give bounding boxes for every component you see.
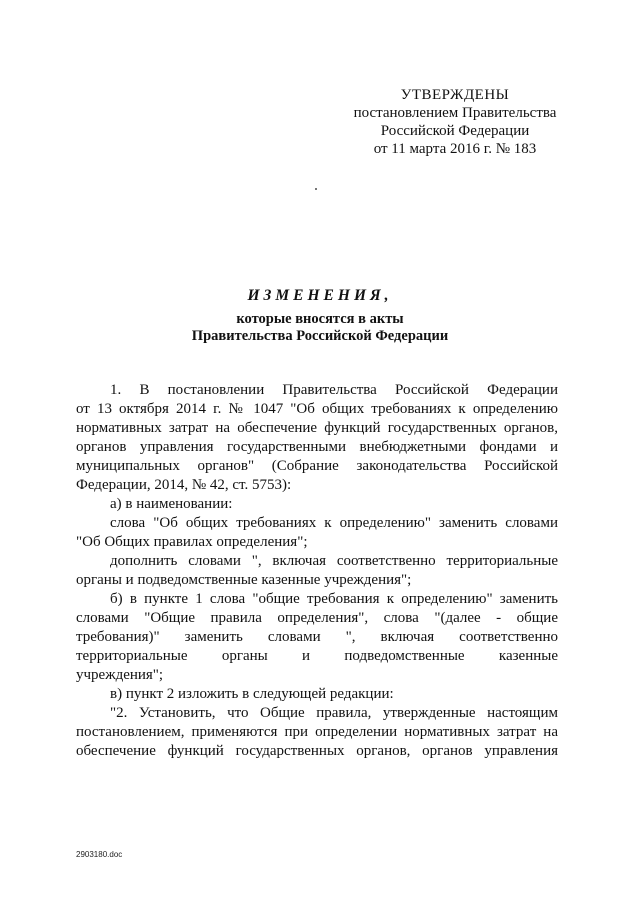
document-title: ИЗМЕНЕНИЯ, [247,287,393,304]
document-subtitle-2: Правительства Российской Федерации [191,328,449,344]
text-line: "Об Общих правилах определения"; [76,534,308,550]
text-line: от 13 октября 2014 г. № 1047 "Об общих требованиях к определению [76,401,558,417]
text-line: дополнить словами ", включая соответственно территориальные [110,553,558,569]
text-line: органы и подведомственные казенные учреждения"; [76,572,412,588]
approval-title: УТВЕРЖДЕНЫ [400,87,510,103]
text-line: органов управления государственными внебюджетными фондами и [76,439,558,455]
text-line: территориальные органы и подведомственные казенные [76,648,558,664]
text-line: нормативных затрат на обеспечение функций государственных органов, [76,420,558,436]
file-name-footer: 2903180.doc [76,850,123,859]
text-line: "2. Установить, что Общие правила, утвержденные настоящим [110,705,558,721]
clause-c: в) пункт 2 изложить в следующей редакции: [110,686,394,702]
text-line: постановлением, применяются при определении нормативных затрат на [76,724,558,740]
approval-line-1: постановлением Правительства [353,105,557,121]
text-line: б) в пункте 1 слова "общие требования к определению" заменить [110,591,558,607]
scan-speck [315,188,317,190]
text-line: муниципальных органов" (Собрание законодательства Российской [76,458,558,474]
clause-c-1 [76,704,558,761]
approval-line-3: от 11 марта 2016 г. № 183 [373,141,537,157]
text-line: словами "Общие правила определения", слова "(далее - общие [76,610,558,626]
clause-a-2 [76,552,558,590]
approval-line-2: Российской Федерации [380,123,530,139]
text-line: требования)" заменить словами ", включая соответственно [76,629,558,645]
text-line: Федерации, 2014, № 42, ст. 5753): [76,477,292,493]
clause-a-1 [76,514,558,552]
clause-a: а) в наименовании: [110,496,233,512]
text-line: обеспечение функций государственных органов, органов управления [76,743,558,759]
text-line: 1. В постановлении Правительства Российской Федерации [110,382,558,398]
document-subtitle-1: которые вносятся в акты [236,311,404,327]
approval-stamp [330,86,580,158]
text-line: учреждения"; [76,667,164,683]
clause-b [76,590,558,685]
document-body [76,381,558,761]
text-line: слова "Об общих требованиях к определению" заменить словами [110,515,558,531]
paragraph-1 [76,381,558,495]
